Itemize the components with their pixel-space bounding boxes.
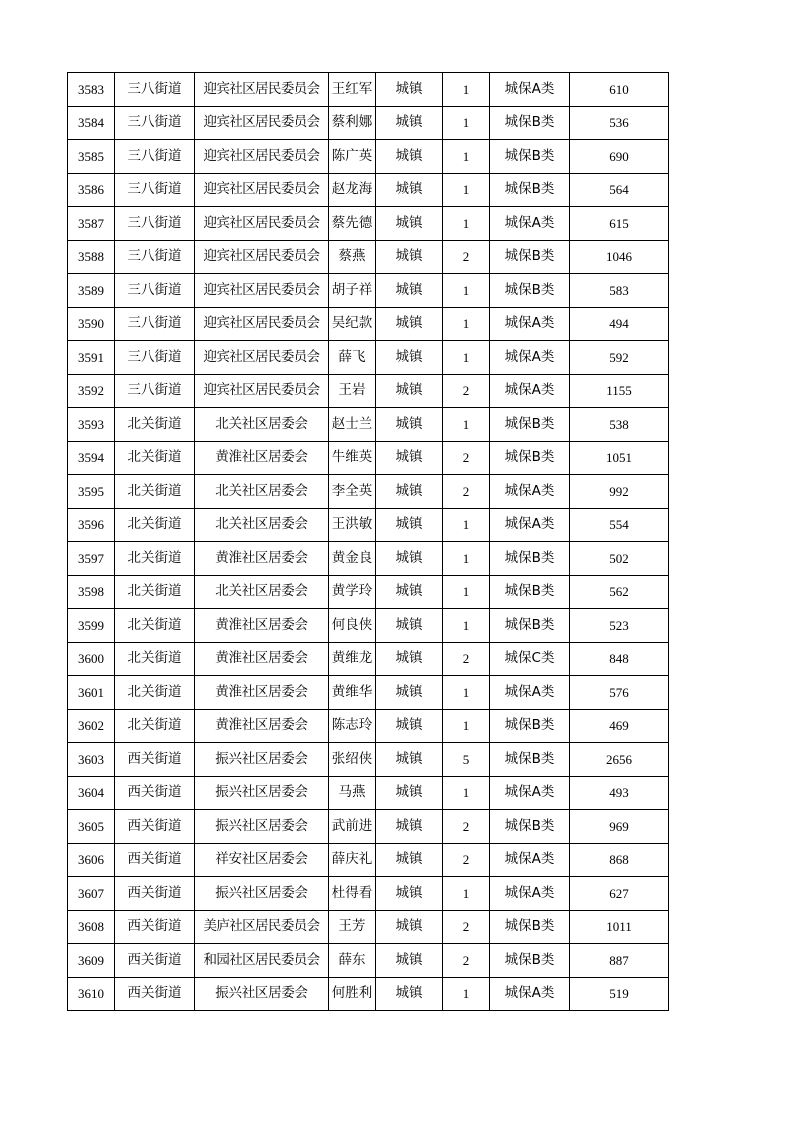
street-cell: 三八街道 xyxy=(115,274,195,308)
persons-cell: 1 xyxy=(443,73,490,107)
name-cell: 武前进 xyxy=(329,810,376,844)
community-cell: 振兴社区居委会 xyxy=(195,810,329,844)
street-cell: 三八街道 xyxy=(115,73,195,107)
row-number-cell: 3600 xyxy=(68,642,115,676)
community-cell: 和园社区居民委员会 xyxy=(195,944,329,978)
street-cell: 三八街道 xyxy=(115,374,195,408)
street-cell: 北关街道 xyxy=(115,508,195,542)
community-cell: 北关社区居委会 xyxy=(195,575,329,609)
persons-cell: 1 xyxy=(443,341,490,375)
amount-cell: 583 xyxy=(570,274,669,308)
amount-cell: 494 xyxy=(570,307,669,341)
area-type-cell: 城镇 xyxy=(376,441,443,475)
amount-cell: 610 xyxy=(570,73,669,107)
table-row xyxy=(68,508,669,542)
street-cell: 三八街道 xyxy=(115,240,195,274)
row-number-cell: 3597 xyxy=(68,542,115,576)
table-row xyxy=(68,106,669,140)
row-number-cell: 3602 xyxy=(68,709,115,743)
category-cell: 城保A类 xyxy=(490,843,570,877)
row-number-cell: 3609 xyxy=(68,944,115,978)
table-row xyxy=(68,676,669,710)
table-row xyxy=(68,408,669,442)
table-body xyxy=(68,73,669,1011)
category-cell: 城保B类 xyxy=(490,609,570,643)
area-type-cell: 城镇 xyxy=(376,140,443,174)
name-cell: 蔡先德 xyxy=(329,207,376,241)
row-number-cell: 3601 xyxy=(68,676,115,710)
category-cell: 城保B类 xyxy=(490,810,570,844)
row-number-cell: 3593 xyxy=(68,408,115,442)
table-row xyxy=(68,843,669,877)
street-cell: 北关街道 xyxy=(115,542,195,576)
persons-cell: 1 xyxy=(443,274,490,308)
community-cell: 迎宾社区居民委员会 xyxy=(195,341,329,375)
table-row xyxy=(68,341,669,375)
row-number-cell: 3598 xyxy=(68,575,115,609)
amount-cell: 690 xyxy=(570,140,669,174)
row-number-cell: 3590 xyxy=(68,307,115,341)
street-cell: 西关街道 xyxy=(115,910,195,944)
table-row xyxy=(68,910,669,944)
street-cell: 西关街道 xyxy=(115,843,195,877)
name-cell: 吴纪款 xyxy=(329,307,376,341)
area-type-cell: 城镇 xyxy=(376,508,443,542)
persons-cell: 2 xyxy=(443,642,490,676)
name-cell: 王岩 xyxy=(329,374,376,408)
table-row xyxy=(68,140,669,174)
name-cell: 黄学玲 xyxy=(329,575,376,609)
street-cell: 西关街道 xyxy=(115,877,195,911)
category-cell: 城保B类 xyxy=(490,944,570,978)
community-cell: 黄淮社区居委会 xyxy=(195,676,329,710)
area-type-cell: 城镇 xyxy=(376,944,443,978)
street-cell: 北关街道 xyxy=(115,709,195,743)
persons-cell: 1 xyxy=(443,106,490,140)
street-cell: 北关街道 xyxy=(115,475,195,509)
street-cell: 三八街道 xyxy=(115,173,195,207)
persons-cell: 2 xyxy=(443,810,490,844)
name-cell: 蔡利娜 xyxy=(329,106,376,140)
amount-cell: 564 xyxy=(570,173,669,207)
persons-cell: 2 xyxy=(443,374,490,408)
category-cell: 城保B类 xyxy=(490,441,570,475)
area-type-cell: 城镇 xyxy=(376,274,443,308)
amount-cell: 493 xyxy=(570,776,669,810)
row-number-cell: 3603 xyxy=(68,743,115,777)
amount-cell: 887 xyxy=(570,944,669,978)
persons-cell: 2 xyxy=(443,441,490,475)
area-type-cell: 城镇 xyxy=(376,843,443,877)
area-type-cell: 城镇 xyxy=(376,106,443,140)
row-number-cell: 3587 xyxy=(68,207,115,241)
row-number-cell: 3588 xyxy=(68,240,115,274)
name-cell: 牛维英 xyxy=(329,441,376,475)
category-cell: 城保B类 xyxy=(490,140,570,174)
persons-cell: 1 xyxy=(443,676,490,710)
amount-cell: 523 xyxy=(570,609,669,643)
persons-cell: 1 xyxy=(443,140,490,174)
amount-cell: 576 xyxy=(570,676,669,710)
row-number-cell: 3591 xyxy=(68,341,115,375)
street-cell: 西关街道 xyxy=(115,977,195,1011)
table-row xyxy=(68,642,669,676)
persons-cell: 1 xyxy=(443,709,490,743)
row-number-cell: 3608 xyxy=(68,910,115,944)
name-cell: 胡子祥 xyxy=(329,274,376,308)
table-row xyxy=(68,776,669,810)
community-cell: 振兴社区居委会 xyxy=(195,776,329,810)
name-cell: 黄维华 xyxy=(329,676,376,710)
table-row xyxy=(68,743,669,777)
name-cell: 王芳 xyxy=(329,910,376,944)
table-row xyxy=(68,73,669,107)
persons-cell: 1 xyxy=(443,307,490,341)
area-type-cell: 城镇 xyxy=(376,810,443,844)
amount-cell: 538 xyxy=(570,408,669,442)
category-cell: 城保A类 xyxy=(490,341,570,375)
amount-cell: 562 xyxy=(570,575,669,609)
area-type-cell: 城镇 xyxy=(376,910,443,944)
category-cell: 城保B类 xyxy=(490,709,570,743)
street-cell: 北关街道 xyxy=(115,408,195,442)
row-number-cell: 3599 xyxy=(68,609,115,643)
category-cell: 城保A类 xyxy=(490,676,570,710)
street-cell: 三八街道 xyxy=(115,307,195,341)
name-cell: 杜得看 xyxy=(329,877,376,911)
area-type-cell: 城镇 xyxy=(376,408,443,442)
table-row xyxy=(68,374,669,408)
category-cell: 城保B类 xyxy=(490,173,570,207)
street-cell: 西关街道 xyxy=(115,743,195,777)
area-type-cell: 城镇 xyxy=(376,73,443,107)
category-cell: 城保A类 xyxy=(490,877,570,911)
community-cell: 迎宾社区居民委员会 xyxy=(195,307,329,341)
community-cell: 黄淮社区居委会 xyxy=(195,441,329,475)
amount-cell: 1011 xyxy=(570,910,669,944)
category-cell: 城保B类 xyxy=(490,542,570,576)
amount-cell: 1051 xyxy=(570,441,669,475)
category-cell: 城保A类 xyxy=(490,475,570,509)
category-cell: 城保B类 xyxy=(490,575,570,609)
table-row xyxy=(68,274,669,308)
community-cell: 迎宾社区居民委员会 xyxy=(195,207,329,241)
street-cell: 北关街道 xyxy=(115,609,195,643)
area-type-cell: 城镇 xyxy=(376,609,443,643)
street-cell: 西关街道 xyxy=(115,776,195,810)
persons-cell: 1 xyxy=(443,542,490,576)
community-cell: 迎宾社区居民委员会 xyxy=(195,274,329,308)
persons-cell: 1 xyxy=(443,609,490,643)
category-cell: 城保A类 xyxy=(490,508,570,542)
category-cell: 城保A类 xyxy=(490,776,570,810)
category-cell: 城保A类 xyxy=(490,207,570,241)
row-number-cell: 3592 xyxy=(68,374,115,408)
amount-cell: 969 xyxy=(570,810,669,844)
amount-cell: 1046 xyxy=(570,240,669,274)
persons-cell: 2 xyxy=(443,910,490,944)
community-cell: 美庐社区居民委员会 xyxy=(195,910,329,944)
row-number-cell: 3604 xyxy=(68,776,115,810)
row-number-cell: 3586 xyxy=(68,173,115,207)
category-cell: 城保B类 xyxy=(490,910,570,944)
amount-cell: 848 xyxy=(570,642,669,676)
table-row xyxy=(68,575,669,609)
name-cell: 陈广英 xyxy=(329,140,376,174)
community-cell: 振兴社区居委会 xyxy=(195,743,329,777)
community-cell: 迎宾社区居民委员会 xyxy=(195,140,329,174)
persons-cell: 2 xyxy=(443,843,490,877)
table-row xyxy=(68,877,669,911)
table-row xyxy=(68,609,669,643)
name-cell: 薛庆礼 xyxy=(329,843,376,877)
area-type-cell: 城镇 xyxy=(376,776,443,810)
name-cell: 黄维龙 xyxy=(329,642,376,676)
name-cell: 何良侠 xyxy=(329,609,376,643)
row-number-cell: 3607 xyxy=(68,877,115,911)
amount-cell: 627 xyxy=(570,877,669,911)
community-cell: 迎宾社区居民委员会 xyxy=(195,240,329,274)
area-type-cell: 城镇 xyxy=(376,642,443,676)
street-cell: 三八街道 xyxy=(115,106,195,140)
street-cell: 三八街道 xyxy=(115,207,195,241)
row-number-cell: 3585 xyxy=(68,140,115,174)
area-type-cell: 城镇 xyxy=(376,709,443,743)
table-row xyxy=(68,307,669,341)
category-cell: 城保B类 xyxy=(490,274,570,308)
amount-cell: 868 xyxy=(570,843,669,877)
community-cell: 祥安社区居委会 xyxy=(195,843,329,877)
amount-cell: 615 xyxy=(570,207,669,241)
row-number-cell: 3595 xyxy=(68,475,115,509)
community-cell: 迎宾社区居民委员会 xyxy=(195,173,329,207)
name-cell: 赵龙海 xyxy=(329,173,376,207)
community-cell: 黄淮社区居委会 xyxy=(195,542,329,576)
amount-cell: 992 xyxy=(570,475,669,509)
category-cell: 城保B类 xyxy=(490,408,570,442)
amount-cell: 2656 xyxy=(570,743,669,777)
amount-cell: 536 xyxy=(570,106,669,140)
row-number-cell: 3584 xyxy=(68,106,115,140)
amount-cell: 554 xyxy=(570,508,669,542)
persons-cell: 2 xyxy=(443,475,490,509)
persons-cell: 2 xyxy=(443,944,490,978)
table-row xyxy=(68,240,669,274)
table-row xyxy=(68,709,669,743)
community-cell: 黄淮社区居委会 xyxy=(195,642,329,676)
row-number-cell: 3605 xyxy=(68,810,115,844)
relief-roster-table xyxy=(67,72,669,1011)
table-row xyxy=(68,810,669,844)
area-type-cell: 城镇 xyxy=(376,374,443,408)
community-cell: 迎宾社区居民委员会 xyxy=(195,106,329,140)
table-row xyxy=(68,977,669,1011)
name-cell: 薛飞 xyxy=(329,341,376,375)
category-cell: 城保B类 xyxy=(490,743,570,777)
community-cell: 北关社区居委会 xyxy=(195,508,329,542)
category-cell: 城保B类 xyxy=(490,240,570,274)
name-cell: 李全英 xyxy=(329,475,376,509)
name-cell: 王洪敏 xyxy=(329,508,376,542)
name-cell: 蔡燕 xyxy=(329,240,376,274)
street-cell: 西关街道 xyxy=(115,944,195,978)
community-cell: 振兴社区居委会 xyxy=(195,977,329,1011)
table-row xyxy=(68,207,669,241)
community-cell: 迎宾社区居民委员会 xyxy=(195,374,329,408)
table-row xyxy=(68,542,669,576)
table-row xyxy=(68,475,669,509)
table-row xyxy=(68,944,669,978)
community-cell: 迎宾社区居民委员会 xyxy=(195,73,329,107)
row-number-cell: 3606 xyxy=(68,843,115,877)
area-type-cell: 城镇 xyxy=(376,676,443,710)
area-type-cell: 城镇 xyxy=(376,341,443,375)
category-cell: 城保C类 xyxy=(490,642,570,676)
row-number-cell: 3589 xyxy=(68,274,115,308)
table-row xyxy=(68,173,669,207)
name-cell: 何胜利 xyxy=(329,977,376,1011)
area-type-cell: 城镇 xyxy=(376,307,443,341)
row-number-cell: 3610 xyxy=(68,977,115,1011)
street-cell: 北关街道 xyxy=(115,575,195,609)
street-cell: 三八街道 xyxy=(115,140,195,174)
community-cell: 黄淮社区居委会 xyxy=(195,709,329,743)
area-type-cell: 城镇 xyxy=(376,877,443,911)
area-type-cell: 城镇 xyxy=(376,743,443,777)
persons-cell: 1 xyxy=(443,408,490,442)
area-type-cell: 城镇 xyxy=(376,542,443,576)
table-row xyxy=(68,441,669,475)
name-cell: 王红军 xyxy=(329,73,376,107)
name-cell: 张绍侠 xyxy=(329,743,376,777)
street-cell: 北关街道 xyxy=(115,642,195,676)
category-cell: 城保A类 xyxy=(490,307,570,341)
row-number-cell: 3596 xyxy=(68,508,115,542)
persons-cell: 1 xyxy=(443,173,490,207)
area-type-cell: 城镇 xyxy=(376,207,443,241)
name-cell: 马燕 xyxy=(329,776,376,810)
area-type-cell: 城镇 xyxy=(376,977,443,1011)
name-cell: 赵士兰 xyxy=(329,408,376,442)
community-cell: 北关社区居委会 xyxy=(195,408,329,442)
persons-cell: 1 xyxy=(443,977,490,1011)
category-cell: 城保A类 xyxy=(490,73,570,107)
amount-cell: 469 xyxy=(570,709,669,743)
area-type-cell: 城镇 xyxy=(376,173,443,207)
community-cell: 北关社区居委会 xyxy=(195,475,329,509)
category-cell: 城保B类 xyxy=(490,106,570,140)
persons-cell: 1 xyxy=(443,776,490,810)
street-cell: 西关街道 xyxy=(115,810,195,844)
community-cell: 振兴社区居委会 xyxy=(195,877,329,911)
amount-cell: 592 xyxy=(570,341,669,375)
row-number-cell: 3583 xyxy=(68,73,115,107)
name-cell: 陈志玲 xyxy=(329,709,376,743)
persons-cell: 1 xyxy=(443,877,490,911)
area-type-cell: 城镇 xyxy=(376,240,443,274)
area-type-cell: 城镇 xyxy=(376,475,443,509)
street-cell: 三八街道 xyxy=(115,341,195,375)
persons-cell: 1 xyxy=(443,575,490,609)
street-cell: 北关街道 xyxy=(115,676,195,710)
amount-cell: 502 xyxy=(570,542,669,576)
persons-cell: 1 xyxy=(443,508,490,542)
community-cell: 黄淮社区居委会 xyxy=(195,609,329,643)
row-number-cell: 3594 xyxy=(68,441,115,475)
amount-cell: 519 xyxy=(570,977,669,1011)
amount-cell: 1155 xyxy=(570,374,669,408)
persons-cell: 2 xyxy=(443,240,490,274)
street-cell: 北关街道 xyxy=(115,441,195,475)
persons-cell: 1 xyxy=(443,207,490,241)
name-cell: 黄金良 xyxy=(329,542,376,576)
area-type-cell: 城镇 xyxy=(376,575,443,609)
name-cell: 薛东 xyxy=(329,944,376,978)
category-cell: 城保A类 xyxy=(490,374,570,408)
category-cell: 城保A类 xyxy=(490,977,570,1011)
persons-cell: 5 xyxy=(443,743,490,777)
